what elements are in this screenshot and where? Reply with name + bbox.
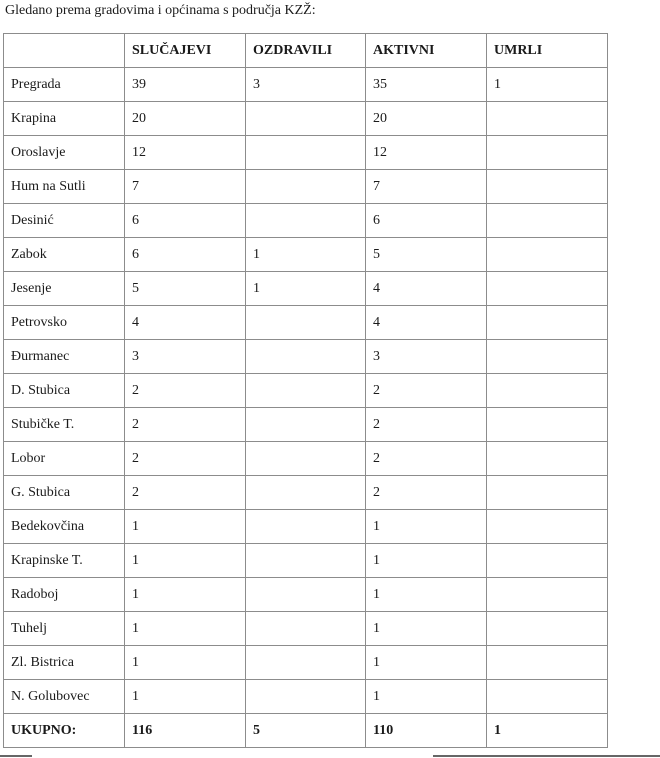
header-cell-deaths: UMRLI <box>487 34 608 68</box>
table-row <box>4 680 608 714</box>
cell-active: 2 <box>366 408 487 442</box>
cell-recovered <box>246 136 366 170</box>
table-row <box>4 136 608 170</box>
header-row <box>4 34 608 68</box>
cell-deaths <box>487 578 608 612</box>
table-row <box>4 204 608 238</box>
table-row <box>4 238 608 272</box>
cell-deaths <box>487 408 608 442</box>
total-row <box>4 714 608 748</box>
cell-place: Krapina <box>4 102 125 136</box>
cell-cases: 2 <box>125 374 246 408</box>
cell-active: 4 <box>366 272 487 306</box>
footer-rule-left <box>0 755 32 757</box>
cell-active: 3 <box>366 340 487 374</box>
cell-recovered <box>246 476 366 510</box>
cell-cases: 2 <box>125 476 246 510</box>
cell-cases: 3 <box>125 340 246 374</box>
cell-place: Stubičke T. <box>4 408 125 442</box>
header-cell-cases: SLUČAJEVI <box>125 34 246 68</box>
cell-active: 5 <box>366 238 487 272</box>
cell-recovered <box>246 374 366 408</box>
cell-cases: 1 <box>125 646 246 680</box>
cell-recovered <box>246 340 366 374</box>
cell-active: 2 <box>366 476 487 510</box>
total-cell-place: UKUPNO: <box>4 714 125 748</box>
cell-place: Hum na Sutli <box>4 170 125 204</box>
table-row <box>4 544 608 578</box>
total-cell-deaths: 1 <box>487 714 608 748</box>
table-row <box>4 442 608 476</box>
cell-deaths <box>487 204 608 238</box>
cell-active: 1 <box>366 544 487 578</box>
cell-cases: 1 <box>125 680 246 714</box>
cell-deaths <box>487 374 608 408</box>
cell-cases: 12 <box>125 136 246 170</box>
cell-place: Pregrada <box>4 68 125 102</box>
table-row <box>4 170 608 204</box>
table-row <box>4 476 608 510</box>
cell-deaths <box>487 136 608 170</box>
cell-recovered <box>246 680 366 714</box>
total-cell-active: 110 <box>366 714 487 748</box>
cell-active: 1 <box>366 510 487 544</box>
cell-recovered <box>246 408 366 442</box>
cell-deaths <box>487 612 608 646</box>
table-row <box>4 646 608 680</box>
header-cell-recovered: OZDRAVILI <box>246 34 366 68</box>
cell-recovered <box>246 204 366 238</box>
cell-recovered <box>246 646 366 680</box>
cell-deaths <box>487 510 608 544</box>
cell-deaths <box>487 102 608 136</box>
cell-cases: 2 <box>125 408 246 442</box>
cell-place: N. Golubovec <box>4 680 125 714</box>
cell-place: Oroslavje <box>4 136 125 170</box>
cell-place: D. Stubica <box>4 374 125 408</box>
cell-active: 6 <box>366 204 487 238</box>
cases-table <box>3 33 608 748</box>
header-cell-place <box>4 34 125 68</box>
cell-active: 2 <box>366 442 487 476</box>
cell-recovered <box>246 306 366 340</box>
header-cell-active: AKTIVNI <box>366 34 487 68</box>
cell-place: Krapinske T. <box>4 544 125 578</box>
cell-place: Đurmanec <box>4 340 125 374</box>
table-row <box>4 272 608 306</box>
cell-active: 12 <box>366 136 487 170</box>
cell-deaths <box>487 238 608 272</box>
cell-place: Tuhelj <box>4 612 125 646</box>
table-body <box>4 68 608 748</box>
cell-cases: 20 <box>125 102 246 136</box>
cell-place: G. Stubica <box>4 476 125 510</box>
table-row <box>4 102 608 136</box>
table-row <box>4 510 608 544</box>
cell-cases: 1 <box>125 544 246 578</box>
cell-cases: 1 <box>125 612 246 646</box>
cell-cases: 7 <box>125 170 246 204</box>
cell-active: 35 <box>366 68 487 102</box>
cell-recovered <box>246 102 366 136</box>
total-cell-cases: 116 <box>125 714 246 748</box>
cell-recovered: 1 <box>246 272 366 306</box>
table-row <box>4 374 608 408</box>
cell-recovered <box>246 170 366 204</box>
table-header <box>4 34 608 68</box>
cell-active: 20 <box>366 102 487 136</box>
cell-cases: 2 <box>125 442 246 476</box>
cell-cases: 6 <box>125 204 246 238</box>
cell-recovered: 1 <box>246 238 366 272</box>
footer-rule-right <box>433 755 660 757</box>
cell-deaths <box>487 442 608 476</box>
cell-active: 1 <box>366 578 487 612</box>
cell-cases: 4 <box>125 306 246 340</box>
total-cell-recovered: 5 <box>246 714 366 748</box>
cell-active: 1 <box>366 680 487 714</box>
table-row <box>4 340 608 374</box>
table-row <box>4 408 608 442</box>
intro-text: Gledano prema gradovima i općinama s područja KZŽ: <box>5 3 316 18</box>
cell-place: Petrovsko <box>4 306 125 340</box>
cell-deaths <box>487 646 608 680</box>
cell-deaths <box>487 340 608 374</box>
cell-cases: 6 <box>125 238 246 272</box>
cell-deaths <box>487 680 608 714</box>
cell-recovered <box>246 510 366 544</box>
table-row <box>4 68 608 102</box>
cell-cases: 1 <box>125 510 246 544</box>
cell-recovered <box>246 578 366 612</box>
table-row <box>4 306 608 340</box>
cell-place: Bedekovčina <box>4 510 125 544</box>
cell-recovered <box>246 544 366 578</box>
cell-place: Jesenje <box>4 272 125 306</box>
cell-active: 4 <box>366 306 487 340</box>
cell-place: Zabok <box>4 238 125 272</box>
cell-deaths <box>487 272 608 306</box>
cell-cases: 1 <box>125 578 246 612</box>
cell-active: 1 <box>366 646 487 680</box>
cell-recovered: 3 <box>246 68 366 102</box>
cell-cases: 39 <box>125 68 246 102</box>
cell-deaths <box>487 476 608 510</box>
cell-active: 1 <box>366 612 487 646</box>
table-row <box>4 612 608 646</box>
table-row <box>4 578 608 612</box>
cell-active: 7 <box>366 170 487 204</box>
cell-place: Lobor <box>4 442 125 476</box>
cell-recovered <box>246 612 366 646</box>
cell-place: Radoboj <box>4 578 125 612</box>
cell-cases: 5 <box>125 272 246 306</box>
cell-deaths <box>487 544 608 578</box>
cell-active: 2 <box>366 374 487 408</box>
cell-place: Zl. Bistrica <box>4 646 125 680</box>
cell-recovered <box>246 442 366 476</box>
cell-deaths: 1 <box>487 68 608 102</box>
cell-deaths <box>487 170 608 204</box>
cell-place: Desinić <box>4 204 125 238</box>
cell-deaths <box>487 306 608 340</box>
